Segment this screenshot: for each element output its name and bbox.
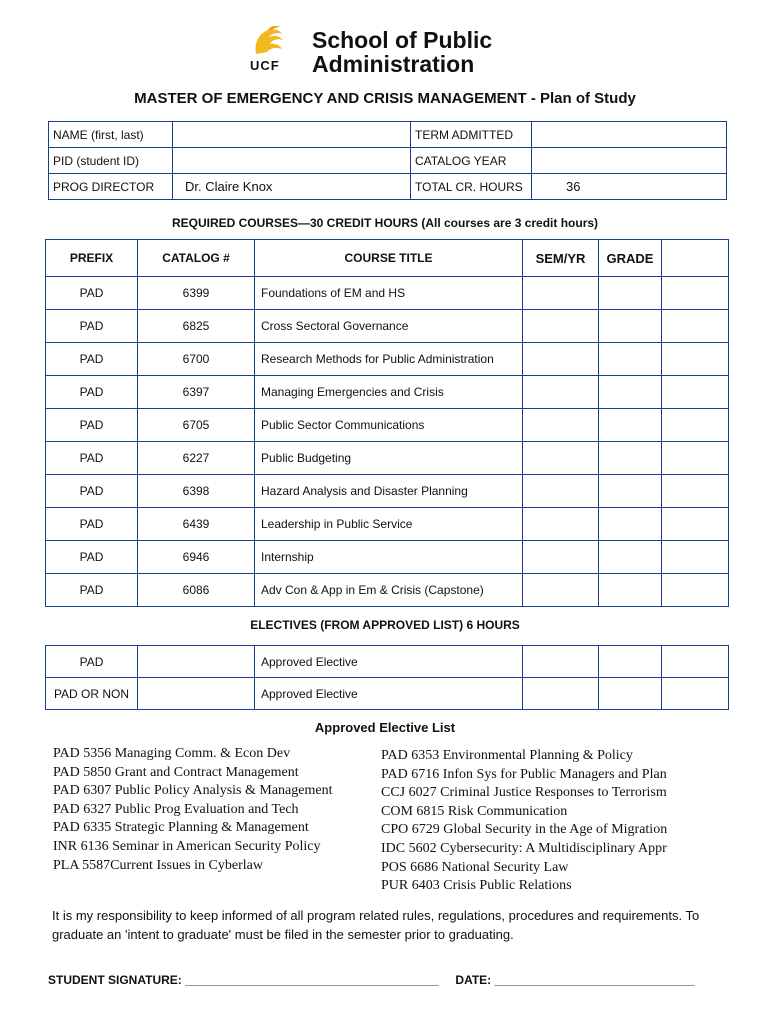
table-row [46,678,729,710]
prefix-header: PREFIX [46,240,138,277]
catalog-year-label: CATALOG YEAR [411,148,532,174]
course-title-header: COURSE TITLE [255,240,523,277]
grade-cell[interactable] [599,574,662,607]
course-prefix: PAD [46,508,138,541]
list-item: POS 6686 National Security Law [381,859,569,875]
extra-cell[interactable] [662,376,729,409]
list-item: PAD 5850 Grant and Contract Management [53,764,299,780]
table-header-row [46,240,729,277]
list-item: PAD 6327 Public Prog Evaluation and Tech [53,801,299,817]
course-title: Research Methods for Public Administration [255,343,523,376]
signature-line [48,973,695,987]
approved-list-left [53,745,332,875]
table-row [46,310,729,343]
electives-heading: ELECTIVES (FROM APPROVED LIST) 6 HOURS [250,618,520,632]
extra-cell[interactable] [662,343,729,376]
page-title: MASTER OF EMERGENCY AND CRISIS MANAGEMENT - Plan of Study [134,90,636,107]
grade-cell[interactable] [599,678,662,710]
course-title: Cross Sectoral Governance [255,310,523,343]
sem-yr-cell[interactable] [523,409,599,442]
grade-cell[interactable] [599,277,662,310]
extra-cell[interactable] [662,678,729,710]
responsibility-statement: It is my responsibility to keep informed of all program related rules, regulations, procedures and requirements. To graduate an 'intent to graduate' must be filed in the semester prior to graduating. [52,908,700,942]
elective-title: Approved Elective [255,646,523,678]
sem-yr-cell[interactable] [523,343,599,376]
prog-director-field[interactable]: Dr. Claire Knox [173,174,411,200]
extra-cell[interactable] [662,310,729,343]
list-item: PUR 6403 Crisis Public Relations [381,878,572,894]
name-label: NAME (first, last) [49,122,173,148]
extra-cell[interactable] [662,442,729,475]
course-title: Managing Emergencies and Crisis [255,376,523,409]
sem-yr-cell[interactable] [523,678,599,710]
grade-cell[interactable] [599,310,662,343]
term-admitted-label: TERM ADMITTED [411,122,532,148]
table-row [46,646,729,678]
elective-catalog-cell[interactable] [138,646,255,678]
school-name-line2: Administration [312,51,475,77]
sem-yr-cell[interactable] [523,508,599,541]
course-title: Internship [255,541,523,574]
list-item: PAD 5356 Managing Comm. & Econ Dev [53,746,291,761]
pid-label: PID (student ID) [49,148,173,174]
course-prefix: PAD [46,277,138,310]
approved-list-right [381,747,667,896]
list-item: PAD 6307 Public Policy Analysis & Management [53,783,333,799]
sem-yr-cell[interactable] [523,376,599,409]
sem-yr-cell[interactable] [523,277,599,310]
course-prefix: PAD [46,310,138,343]
approved-elective-list-heading: Approved Elective List [314,720,456,735]
grade-cell[interactable] [599,442,662,475]
table-row [46,508,729,541]
extra-cell[interactable] [662,409,729,442]
catalog-year-field[interactable] [532,148,727,174]
course-title: Leadership in Public Service [255,508,523,541]
catalog-header: CATALOG # [138,240,255,277]
grade-cell[interactable] [599,646,662,678]
course-catalog-number: 6439 [138,508,255,541]
table-row [46,376,729,409]
list-item: INR 6136 Seminar in American Security Policy [53,838,321,854]
list-item: PAD 6716 Infon Sys for Public Managers and Plan [381,766,667,782]
table-row [46,574,729,607]
table-row [46,442,729,475]
list-item: PAD 6335 Strategic Planning & Management [53,820,309,836]
extra-cell[interactable] [662,541,729,574]
extra-cell[interactable] [662,277,729,310]
course-catalog-number: 6227 [138,442,255,475]
name-field[interactable] [173,122,411,148]
course-prefix: PAD [46,541,138,574]
info-row [49,174,727,200]
prog-director-label: PROG DIRECTOR [49,174,173,200]
extra-cell[interactable] [662,646,729,678]
pegasus-icon [250,24,290,58]
course-catalog-number: 6399 [138,277,255,310]
term-admitted-field[interactable] [532,122,727,148]
school-name [312,28,492,76]
course-title: Adv Con & App in Em & Crisis (Capstone) [255,574,523,607]
sem-yr-cell[interactable] [523,475,599,508]
course-prefix: PAD [46,475,138,508]
course-title: Foundations of EM and HS [255,277,523,310]
student-signature-field[interactable]: STUDENT SIGNATURE: ______________________________________ [48,973,439,987]
info-row [49,122,727,148]
date-field[interactable]: DATE: ______________________________ [455,973,695,987]
sem-yr-header: SEM/YR [523,240,599,277]
ucf-wordmark: UCF [250,58,280,73]
grade-cell[interactable] [599,508,662,541]
required-courses-table [45,239,729,607]
grade-cell[interactable] [599,343,662,376]
sem-yr-cell[interactable] [523,646,599,678]
extra-cell[interactable] [662,475,729,508]
extra-header [662,240,729,277]
table-row [46,475,729,508]
course-catalog-number: 6946 [138,541,255,574]
pid-field[interactable] [173,148,411,174]
total-hours-label: TOTAL CR. HOURS [411,174,532,200]
list-item: CCJ 6027 Criminal Justice Responses to Terrorism [381,785,667,801]
list-item: PLA 5587Current Issues in Cyberlaw [53,857,263,873]
sem-yr-cell[interactable] [523,541,599,574]
table-row [46,277,729,310]
sem-yr-cell[interactable] [523,310,599,343]
course-prefix: PAD [46,409,138,442]
list-item: COM 6815 Risk Communication [381,803,568,819]
electives-table [45,645,729,710]
course-catalog-number: 6398 [138,475,255,508]
table-row [46,409,729,442]
grade-cell[interactable] [599,475,662,508]
elective-catalog-cell[interactable] [138,678,255,710]
extra-cell[interactable] [662,508,729,541]
course-prefix: PAD [46,442,138,475]
course-prefix: PAD [46,376,138,409]
list-item: IDC 5602 Cybersecurity: A Multidisciplinary Appr [381,840,667,856]
elective-title: Approved Elective [255,678,523,710]
course-catalog-number: 6086 [138,574,255,607]
info-row [49,148,727,174]
grade-cell[interactable] [599,541,662,574]
table-row [46,343,729,376]
sem-yr-cell[interactable] [523,442,599,475]
course-catalog-number: 6700 [138,343,255,376]
extra-cell[interactable] [662,574,729,607]
required-courses-heading: REQUIRED COURSES—30 CREDIT HOURS (All courses are 3 credit hours) [171,216,599,230]
grade-header: GRADE [599,240,662,277]
elective-prefix: PAD [46,646,138,678]
course-catalog-number: 6397 [138,376,255,409]
course-title: Public Budgeting [255,442,523,475]
course-prefix: PAD [46,574,138,607]
list-item: PAD 6353 Environmental Planning & Policy [381,748,633,763]
grade-cell[interactable] [599,409,662,442]
sem-yr-cell[interactable] [523,574,599,607]
table-row [46,541,729,574]
course-title: Public Sector Communications [255,409,523,442]
course-catalog-number: 6825 [138,310,255,343]
course-title: Hazard Analysis and Disaster Planning [255,475,523,508]
course-prefix: PAD [46,343,138,376]
course-catalog-number: 6705 [138,409,255,442]
student-info-table [48,121,727,200]
school-name-line1: School of Public [312,27,493,53]
elective-prefix: PAD OR NON [46,678,138,710]
total-hours-field[interactable]: 36 [532,174,727,200]
grade-cell[interactable] [599,376,662,409]
list-item: CPO 6729 Global Security in the Age of Migration [381,822,668,838]
